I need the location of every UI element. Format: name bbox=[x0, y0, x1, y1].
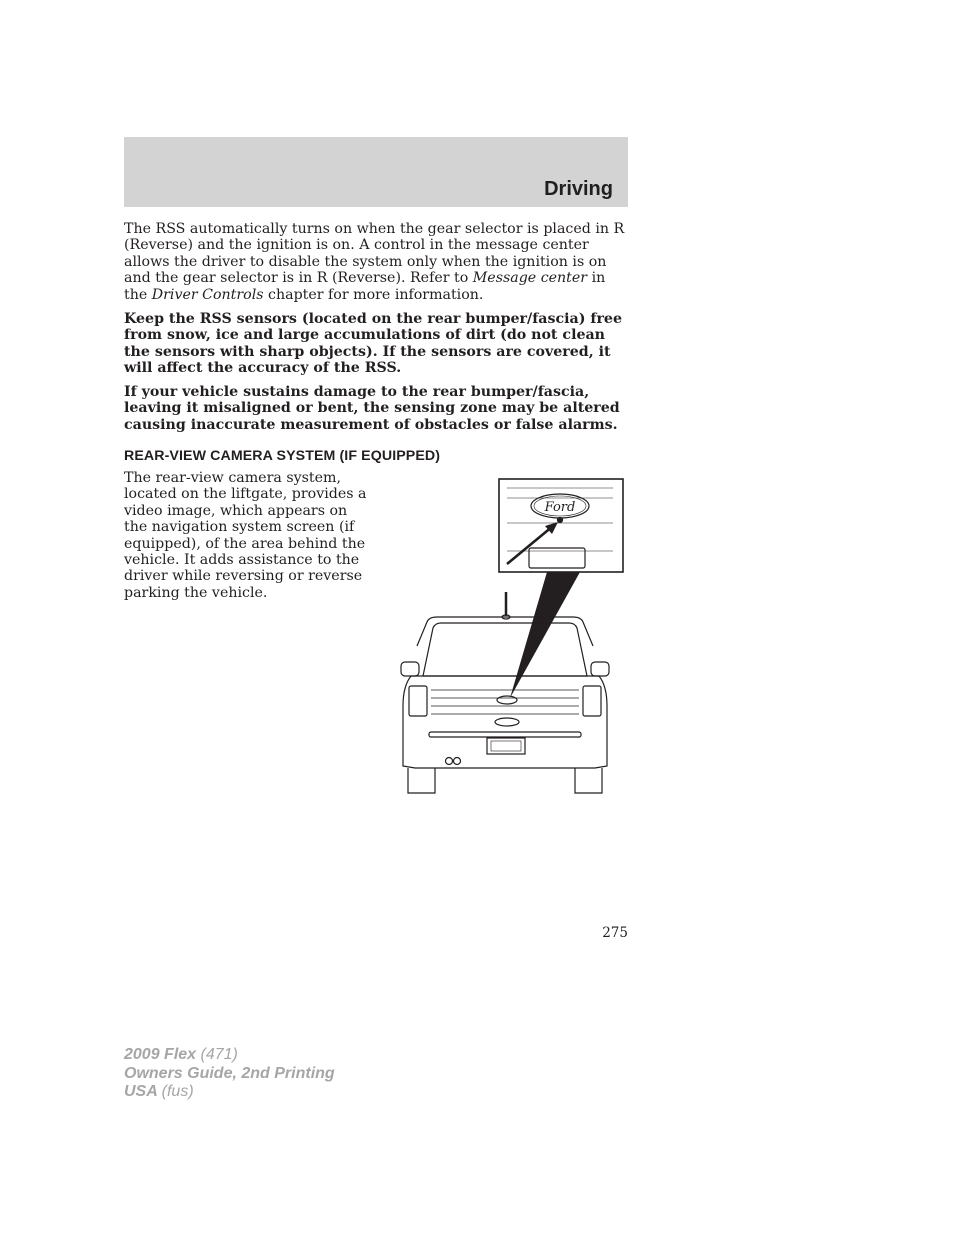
license-plate bbox=[487, 738, 525, 754]
footer-model-line: 2009 Flex (471) bbox=[124, 1046, 238, 1063]
camera-pointer-arrow bbox=[507, 526, 553, 564]
vehicle-roof bbox=[417, 617, 593, 646]
rear-camera-illustration bbox=[395, 476, 627, 796]
right-tire bbox=[575, 768, 602, 793]
left-tire bbox=[408, 768, 435, 793]
rss-intro-text-2: in the bbox=[124, 270, 606, 303]
footer-model-code: (471) bbox=[200, 1046, 238, 1063]
camera-description: The rear-view camera system, located on the liftgate, provides a video image, which appears on the navigation system screen (if equipped), of the area behind the vehicle. It adds assistance to the driver while reversing or reverse parking the vehicle. bbox=[124, 470, 367, 601]
page-number: 275 bbox=[602, 925, 628, 941]
footer-market-code: (fus) bbox=[161, 1083, 194, 1100]
damage-warning: If your vehicle sustains damage to the rear bumper/fascia, leaving it misaligned or bent, the sensing zone may be altered causing inaccurate measurement of obstacles or false alarms. bbox=[124, 384, 620, 433]
footer-market-line: USA (fus) bbox=[124, 1083, 194, 1100]
keep-sensors-warning: Keep the RSS sensors (located on the rear bumper/fascia) free from snow, ice and large accumulations of dirt (do not clean the sensors with sharp objects). If the sensors are covered, it will affect the accuracy of the RSS. bbox=[124, 311, 622, 377]
section-header-band bbox=[124, 137, 628, 207]
exhaust-tip bbox=[446, 758, 453, 765]
section-title: Driving bbox=[544, 178, 613, 200]
rss-intro-text-1: The RSS automatically turns on when the gear selector is placed in R (Reverse) and the ignition is on. A control in the message center allows the driver to disable the system only when the ignition is on and the gear selector is in R (Reverse). Refer to bbox=[124, 221, 625, 287]
rss-intro-text-3: chapter for more information. bbox=[263, 286, 484, 303]
rss-intro-paragraph bbox=[124, 221, 628, 303]
footer-guide-line: Owners Guide, 2nd Printing bbox=[124, 1064, 335, 1082]
rear-window bbox=[423, 623, 587, 676]
camera-section-heading: REAR-VIEW CAMERA SYSTEM (IF EQUIPPED) bbox=[124, 448, 441, 464]
document-footer bbox=[124, 1046, 335, 1102]
right-taillight bbox=[583, 686, 601, 716]
driver-controls-reference: Driver Controls bbox=[151, 286, 264, 303]
right-mirror bbox=[591, 662, 609, 676]
left-mirror bbox=[401, 662, 419, 676]
rear-bumper-strip bbox=[429, 732, 581, 737]
camera-lens-icon bbox=[558, 518, 563, 523]
camera-detail-inset bbox=[499, 479, 623, 572]
callout-wedge bbox=[510, 572, 580, 698]
message-center-reference: Message center bbox=[472, 270, 588, 287]
ford-logo-text: Ford bbox=[544, 500, 576, 515]
left-taillight bbox=[409, 686, 427, 716]
